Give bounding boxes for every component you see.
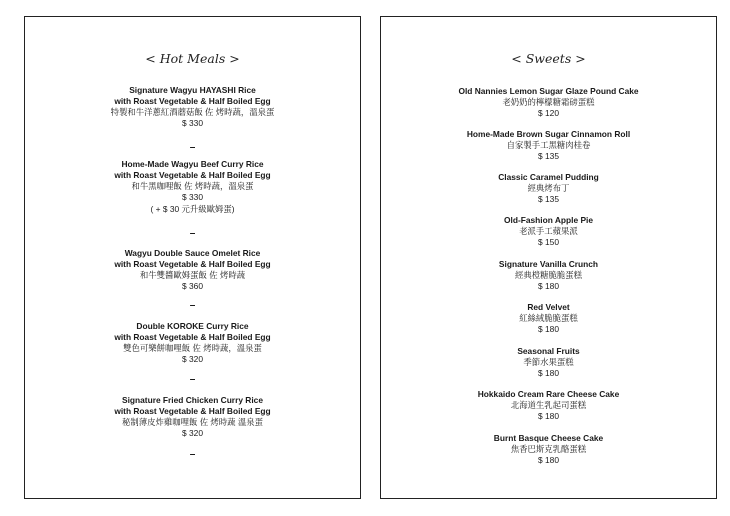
- item-chinese-name: 秘制薄皮炸雞咖哩飯 佐 烤時蔬 溫泉蛋: [122, 417, 263, 427]
- separator: –: [189, 228, 196, 239]
- item-price: $ 180: [538, 455, 559, 465]
- menu-item: [381, 433, 716, 466]
- item-chinese-name: 和牛雙醬歐姆蛋飯 佐 烤時蔬: [139, 270, 246, 280]
- menu-item: [381, 129, 716, 162]
- menu-item: [381, 86, 716, 119]
- item-chinese-name: 北海道生乳起司蛋糕: [510, 400, 587, 410]
- item-chinese-name: 雙色可樂餅咖哩飯 佐 烤時蔬，溫泉蛋: [123, 343, 262, 353]
- item-description: with Roast Vegetable & Half Boiled Egg: [114, 406, 271, 416]
- item-chinese-name: 經典烤布丁: [527, 183, 570, 193]
- item-chinese-name: 紅絲絨脆脆蛋糕: [519, 313, 578, 323]
- item-description: with Roast Vegetable & Half Boiled Egg: [114, 170, 271, 180]
- item-price: $ 360: [182, 281, 203, 291]
- item-price: $ 180: [538, 281, 559, 291]
- item-chinese-name: 老派手工蘋果派: [519, 226, 578, 236]
- item-description: with Roast Vegetable & Half Boiled Egg: [114, 332, 271, 342]
- item-name: Signature Vanilla Crunch: [498, 259, 599, 269]
- item-name: Double KOROKE Curry Rice: [136, 321, 249, 331]
- item-chinese-name: 季節水果蛋糕: [523, 357, 574, 367]
- item-chinese-name: 老奶奶的檸檬糖霜磅蛋糕: [502, 97, 595, 107]
- item-name: Old Nannies Lemon Sugar Glaze Pound Cake: [458, 86, 639, 96]
- item-price: $ 135: [538, 151, 559, 161]
- sweets-page: [380, 16, 717, 499]
- item-price: $ 150: [538, 237, 559, 247]
- menu-item: [381, 389, 716, 422]
- item-description: with Roast Vegetable & Half Boiled Egg: [114, 259, 271, 269]
- item-price: $ 180: [538, 324, 559, 334]
- item-price: $ 320: [182, 428, 203, 438]
- item-name: Signature Wagyu HAYASHI Rice: [129, 85, 256, 95]
- sweets-heading: < Sweets >: [511, 51, 586, 66]
- menu-item: [25, 159, 360, 215]
- item-name: Hokkaido Cream Rare Cheese Cake: [477, 389, 620, 399]
- item-name: Seasonal Fruits: [517, 346, 580, 356]
- item-price: $ 180: [538, 368, 559, 378]
- menu-item: [381, 215, 716, 248]
- item-name: Classic Caramel Pudding: [498, 172, 599, 182]
- item-price: $ 120: [538, 108, 559, 118]
- item-name: Old-Fashion Apple Pie: [503, 215, 594, 225]
- separator: –: [189, 449, 196, 460]
- item-name: Home-Made Brown Sugar Cinnamon Roll: [466, 129, 631, 139]
- menu-item: [381, 172, 716, 205]
- item-name: Red Velvet: [527, 302, 570, 312]
- item-name: Home-Made Wagyu Beef Curry Rice: [121, 159, 264, 169]
- menu-item: [381, 346, 716, 379]
- separator: –: [189, 300, 196, 311]
- item-description: with Roast Vegetable & Half Boiled Egg: [114, 96, 271, 106]
- item-chinese-name: 焦香巴斯克乳酪蛋糕: [510, 444, 587, 454]
- item-price: $ 180: [538, 411, 559, 421]
- item-price: $ 330: [182, 118, 203, 128]
- menu-item: [25, 321, 360, 365]
- menu-item: [25, 85, 360, 129]
- separator: –: [189, 142, 196, 153]
- item-chinese-name: 特製和牛洋蔥紅酒蘑菇飯 佐 烤時蔬，溫泉蛋: [110, 107, 275, 117]
- item-chinese-name: 自家製手工黑糖肉桂卷: [506, 140, 591, 150]
- item-upgrade-note: ( + $ 30 元升級歐姆蛋): [150, 204, 235, 214]
- item-name: Burnt Basque Cheese Cake: [493, 433, 604, 443]
- item-price: $ 320: [182, 354, 203, 364]
- item-price: $ 135: [538, 194, 559, 204]
- separator: –: [189, 374, 196, 385]
- menu-item: [25, 248, 360, 292]
- item-price: $ 330: [182, 192, 203, 202]
- hot-meals-heading: < Hot Meals >: [145, 51, 240, 66]
- item-name: Signature Fried Chicken Curry Rice: [121, 395, 264, 405]
- item-chinese-name: 和牛黑咖哩飯 佐 烤時蔬，溫泉蛋: [131, 181, 254, 191]
- item-name: Wagyu Double Sauce Omelet Rice: [124, 248, 261, 258]
- hot-meals-page: [24, 16, 361, 499]
- menu-item: [381, 302, 716, 335]
- menu-item: [25, 395, 360, 439]
- item-chinese-name: 經典榿糖脆脆蛋糕: [515, 270, 582, 280]
- menu-item: [381, 259, 716, 292]
